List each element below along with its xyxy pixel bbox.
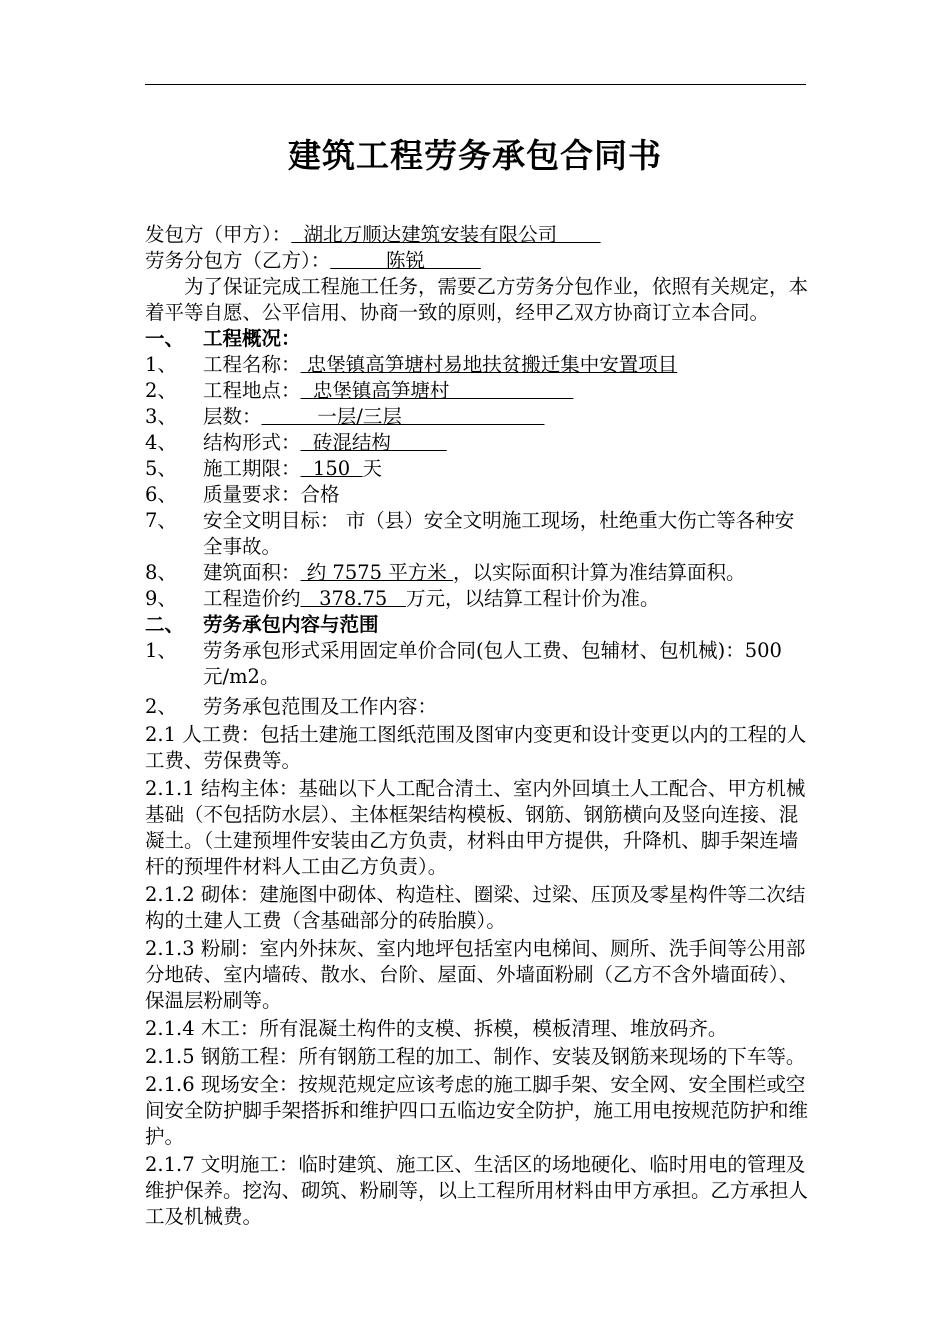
item-number: 8、 xyxy=(145,561,177,584)
overview-item xyxy=(145,430,813,456)
party-b-label: 劳务分包方（乙方）： xyxy=(145,249,331,272)
overview-text xyxy=(203,430,447,456)
overview-item xyxy=(145,586,813,612)
overview-value: 150 xyxy=(300,457,363,480)
overview-value: 一层/三层 xyxy=(261,405,545,428)
clause-paragraph: 2.1.2 砌体：建施图中砌体、构造柱、圈梁、过梁、压顶及零星构件等二次结构的土建人工费（含基础部分的砖胎膜）。 xyxy=(145,883,806,932)
clause-list xyxy=(145,722,813,1230)
overview-item xyxy=(145,378,813,404)
overview-suffix: ，以实际面积计算为准结算面积。 xyxy=(452,561,746,584)
party-a-line xyxy=(145,222,813,248)
item-number: 1、 xyxy=(145,639,177,662)
clause-paragraph: 2.1.6 现场安全：按规范规定应该考虑的施工脚手架、安全网、安全围栏或空间安全防护脚手架搭拆和维护四口五临边安全防护，施工用电按规范防护和维护。 xyxy=(145,1073,809,1148)
item-number: 3、 xyxy=(145,405,177,428)
item-number: 6、 xyxy=(145,483,177,506)
item-number: 2、 xyxy=(145,695,177,718)
party-b-line xyxy=(145,248,813,274)
overview-item xyxy=(145,456,813,482)
overview-item xyxy=(145,560,813,586)
item-number: 1、 xyxy=(145,353,177,376)
clause-paragraph: 2.1.5 钢筋工程：所有钢筋工程的加工、制作、安装及钢筋来现场的下车等。 xyxy=(145,1045,806,1068)
overview-label: 工程名称： xyxy=(203,353,301,376)
clause-paragraph: 2.1.4 木工：所有混凝土构件的支模、拆模，模板清理、堆放码齐。 xyxy=(145,1017,728,1040)
scope-list xyxy=(145,638,813,720)
scope-item xyxy=(145,694,813,720)
overview-item xyxy=(145,508,813,560)
contract-body xyxy=(145,222,813,1230)
overview-value: 约 7575 平方米 xyxy=(300,561,453,584)
section-2-heading: 二、 劳务承包内容与范围 xyxy=(145,613,379,636)
scope-item xyxy=(145,638,813,690)
overview-text xyxy=(203,508,813,560)
overview-text xyxy=(203,586,659,612)
overview-suffix: 天 xyxy=(362,457,383,480)
clause-paragraph: 2.1.1 结构主体：基础以下人工配合清土、室内外回填土人工配合、甲方机械基础（不包括防水层）、主体框架结构模板、钢筋、钢筋横向及竖向连接、混凝土。（土建预埋件安装由乙方负责，材料由甲方提供，升降机、脚手架连墙杆的预埋件材料人工由乙方负责）。 xyxy=(145,777,806,878)
party-a-label: 发包方（甲方）： xyxy=(145,223,292,246)
overview-suffix: 万元，以结算工程计价为准。 xyxy=(405,587,660,610)
overview-value: 砖混结构 xyxy=(300,431,447,454)
overview-item xyxy=(145,404,813,430)
header-rule xyxy=(145,84,806,85)
overview-label: 安全文明目标： 市（县）安全文明施工现场，杜绝重大伤亡等各种安全事故。 xyxy=(203,509,795,558)
overview-label: 结构形式： xyxy=(203,431,301,454)
scope-text: 劳务承包形式采用固定单价合同(包人工费、包辅材、包机械)：500 元/m2。 xyxy=(203,639,782,688)
item-number: 5、 xyxy=(145,457,177,480)
overview-text xyxy=(203,404,544,430)
document-title: 建筑工程劳务承包合同书 xyxy=(288,136,662,175)
party-a-value: 湖北万顺达建筑安装有限公司 xyxy=(291,223,601,246)
overview-text xyxy=(203,456,382,482)
overview-list xyxy=(145,352,813,612)
section-1-heading: 一、 工程概况： xyxy=(145,327,301,350)
item-number: 4、 xyxy=(145,431,177,454)
party-b-value: 陈锐 xyxy=(330,249,481,272)
overview-label: 工程造价约 xyxy=(203,587,301,610)
overview-label: 层数： xyxy=(203,405,262,428)
overview-label: 工程地点： xyxy=(203,379,301,402)
clause-paragraph: 2.1.7 文明施工：临时建筑、施工区、生活区的场地硬化、临时用电的管理及维护保养。挖沟、砌筑、粉刷等，以上工程所用材料由甲方承担。乙方承担人工及机械费。 xyxy=(145,1153,809,1228)
overview-value: 378.75 xyxy=(300,587,406,610)
clause-paragraph: 2.1 人工费：包括土建施工图纸范围及图审内变更和设计变更以内的工程的人工费、劳保费等。 xyxy=(145,723,807,772)
clause-paragraph: 2.1.3 粉刷：室内外抹灰、室内地坪包括室内电梯间、厕所、洗手间等公用部分地砖、室内墙砖、散水、台阶、屋面、外墙面粉刷（乙方不含外墙面砖）、保温层粉刷等。 xyxy=(145,937,806,1012)
overview-label: 施工期限： xyxy=(203,457,301,480)
item-number: 7、 xyxy=(145,509,177,532)
scope-text: 劳务承包范围及工作内容： xyxy=(203,695,438,718)
overview-text xyxy=(203,560,745,586)
overview-text xyxy=(203,352,677,378)
overview-value: 忠堡镇高笋塘村易地扶贫搬迁集中安置项目 xyxy=(300,353,678,376)
item-number: 9、 xyxy=(145,587,177,610)
item-number: 2、 xyxy=(145,379,177,402)
overview-value: 忠堡镇高笋塘村 xyxy=(300,379,574,402)
overview-item xyxy=(145,482,813,508)
overview-label: 建筑面积： xyxy=(203,561,301,584)
intro-paragraph: 为了保证完成工程施工任务，需要乙方劳务分包作业，依照有关规定，本着平等自愿、公平信用、协商一致的原则，经甲乙双方协商订立本合同。 xyxy=(145,275,809,324)
overview-text xyxy=(203,482,340,508)
overview-label: 质量要求：合格 xyxy=(203,483,340,506)
overview-text xyxy=(203,378,573,404)
overview-item xyxy=(145,352,813,378)
